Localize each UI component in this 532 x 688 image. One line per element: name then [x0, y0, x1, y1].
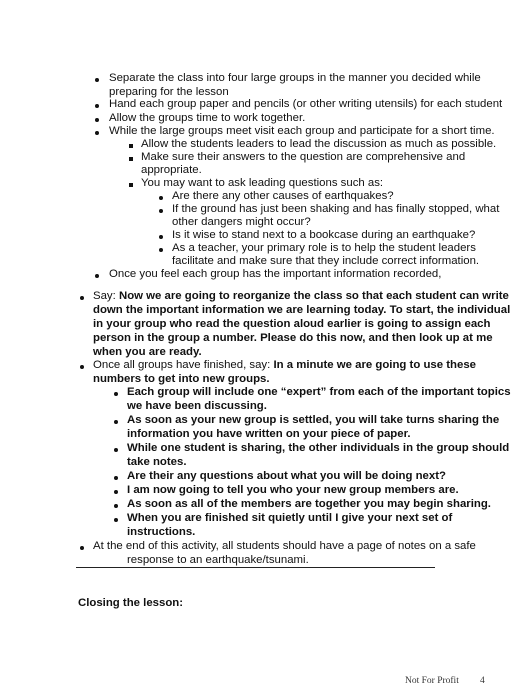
bullet-dot — [80, 365, 84, 369]
instruction-item-cont: take notes. — [127, 456, 187, 468]
closing-heading: Closing the lesson: — [78, 597, 184, 609]
question-item: If the ground has just been shaking and has finally stopped, what — [172, 203, 500, 215]
bullet-dot — [159, 248, 163, 252]
footer-label: Not For Profit — [405, 676, 459, 686]
list-item: Separate the class into four large groups in the manner you decided while — [109, 72, 481, 84]
list-item: Allow the groups time to work together. — [109, 112, 306, 124]
list-item: Once you feel each group has the important information recorded, — [109, 268, 442, 280]
section-divider — [76, 567, 435, 568]
sub-item: Make sure their answers to the question are comprehensive and — [141, 151, 466, 163]
bullet-dot — [95, 274, 99, 278]
list-item: Hand each group paper and pencils (or other writing utensils) for each student — [109, 98, 503, 110]
bullet-dot — [159, 196, 163, 200]
instruction-item-cont: information you have written on your piece of paper. — [127, 428, 411, 440]
bullet-dot — [114, 518, 118, 522]
question-item: Are there any other causes of earthquakes? — [172, 190, 394, 202]
end-paragraph-cont: response to an earthquake/tsunami. — [127, 554, 309, 566]
instruction-item-cont: we have been discussing. — [127, 400, 267, 412]
instruction-item: Are their any questions about what you will be doing next? — [127, 470, 446, 482]
bullet-square — [129, 183, 133, 187]
instruction-item: As soon as your new group is settled, you will take turns sharing the — [127, 414, 500, 426]
say-label: Say: — [93, 290, 119, 302]
instruction-item-cont: instructions. — [127, 526, 196, 538]
sub-item: Allow the students leaders to lead the discussion as much as possible. — [141, 138, 497, 150]
bullet-square — [129, 157, 133, 161]
instruction-item: When you are finished sit quietly until I give your next set of — [127, 512, 453, 524]
say-text: down the important information we are learning today. To start, the individual — [93, 304, 511, 316]
question-item-cont: other dangers might occur? — [172, 216, 311, 228]
bullet-dot — [159, 209, 163, 213]
question-item: As a teacher, your primary role is to help the student leaders — [172, 242, 476, 254]
groups-intro-bold: numbers to get into new groups. — [93, 373, 270, 385]
bullet-dot — [114, 392, 118, 396]
say-paragraph-line — [93, 290, 509, 303]
page-number: 4 — [480, 676, 485, 686]
list-item-cont: preparing for the lesson — [109, 86, 229, 98]
say-text: when you are ready. — [93, 346, 202, 358]
question-item: Is it wise to stand next to a bookcase during an earthquake? — [172, 229, 476, 241]
bullet-dot — [114, 448, 118, 452]
instruction-item: As soon as all of the members are together you may begin sharing. — [127, 498, 491, 510]
end-paragraph: At the end of this activity, all students should have a page of notes on a safe — [93, 540, 476, 552]
bullet-dot — [95, 131, 99, 135]
bullet-dot — [159, 235, 163, 239]
bullet-square — [129, 144, 133, 148]
bullet-dot — [114, 476, 118, 480]
bullet-dot — [114, 504, 118, 508]
bullet-dot — [114, 490, 118, 494]
question-item-cont: facilitate and make sure that they include correct information. — [172, 255, 480, 267]
bullet-dot — [95, 118, 99, 122]
bullet-dot — [95, 78, 99, 82]
instruction-item: While one student is sharing, the other individuals in the group should — [127, 442, 510, 454]
say-text: person in the group a number. Please do this now, and then look up at me — [93, 332, 493, 344]
instruction-item: I am now going to tell you who your new group members are. — [127, 484, 459, 496]
instruction-item: Each group will include one “expert” from each of the important topics — [127, 386, 511, 398]
bullet-dot — [114, 420, 118, 424]
say-text: in your group who read the question aloud earlier is going to assign each — [93, 318, 491, 330]
bullet-dot — [95, 104, 99, 108]
say-text: Now we are going to reorganize the class so that each student can write — [118, 290, 509, 302]
groups-intro: Once all groups have finished, say: — [93, 359, 274, 371]
bullet-dot — [80, 296, 84, 300]
list-item: While the large groups meet visit each group and participate for a short time. — [109, 125, 495, 137]
sub-item: You may want to ask leading questions such as: — [141, 177, 384, 189]
sub-item-cont: appropriate. — [141, 164, 202, 176]
bullet-dot — [80, 546, 84, 550]
groups-paragraph-line — [93, 359, 476, 372]
groups-intro-bold: In a minute we are going to use these — [273, 359, 477, 371]
